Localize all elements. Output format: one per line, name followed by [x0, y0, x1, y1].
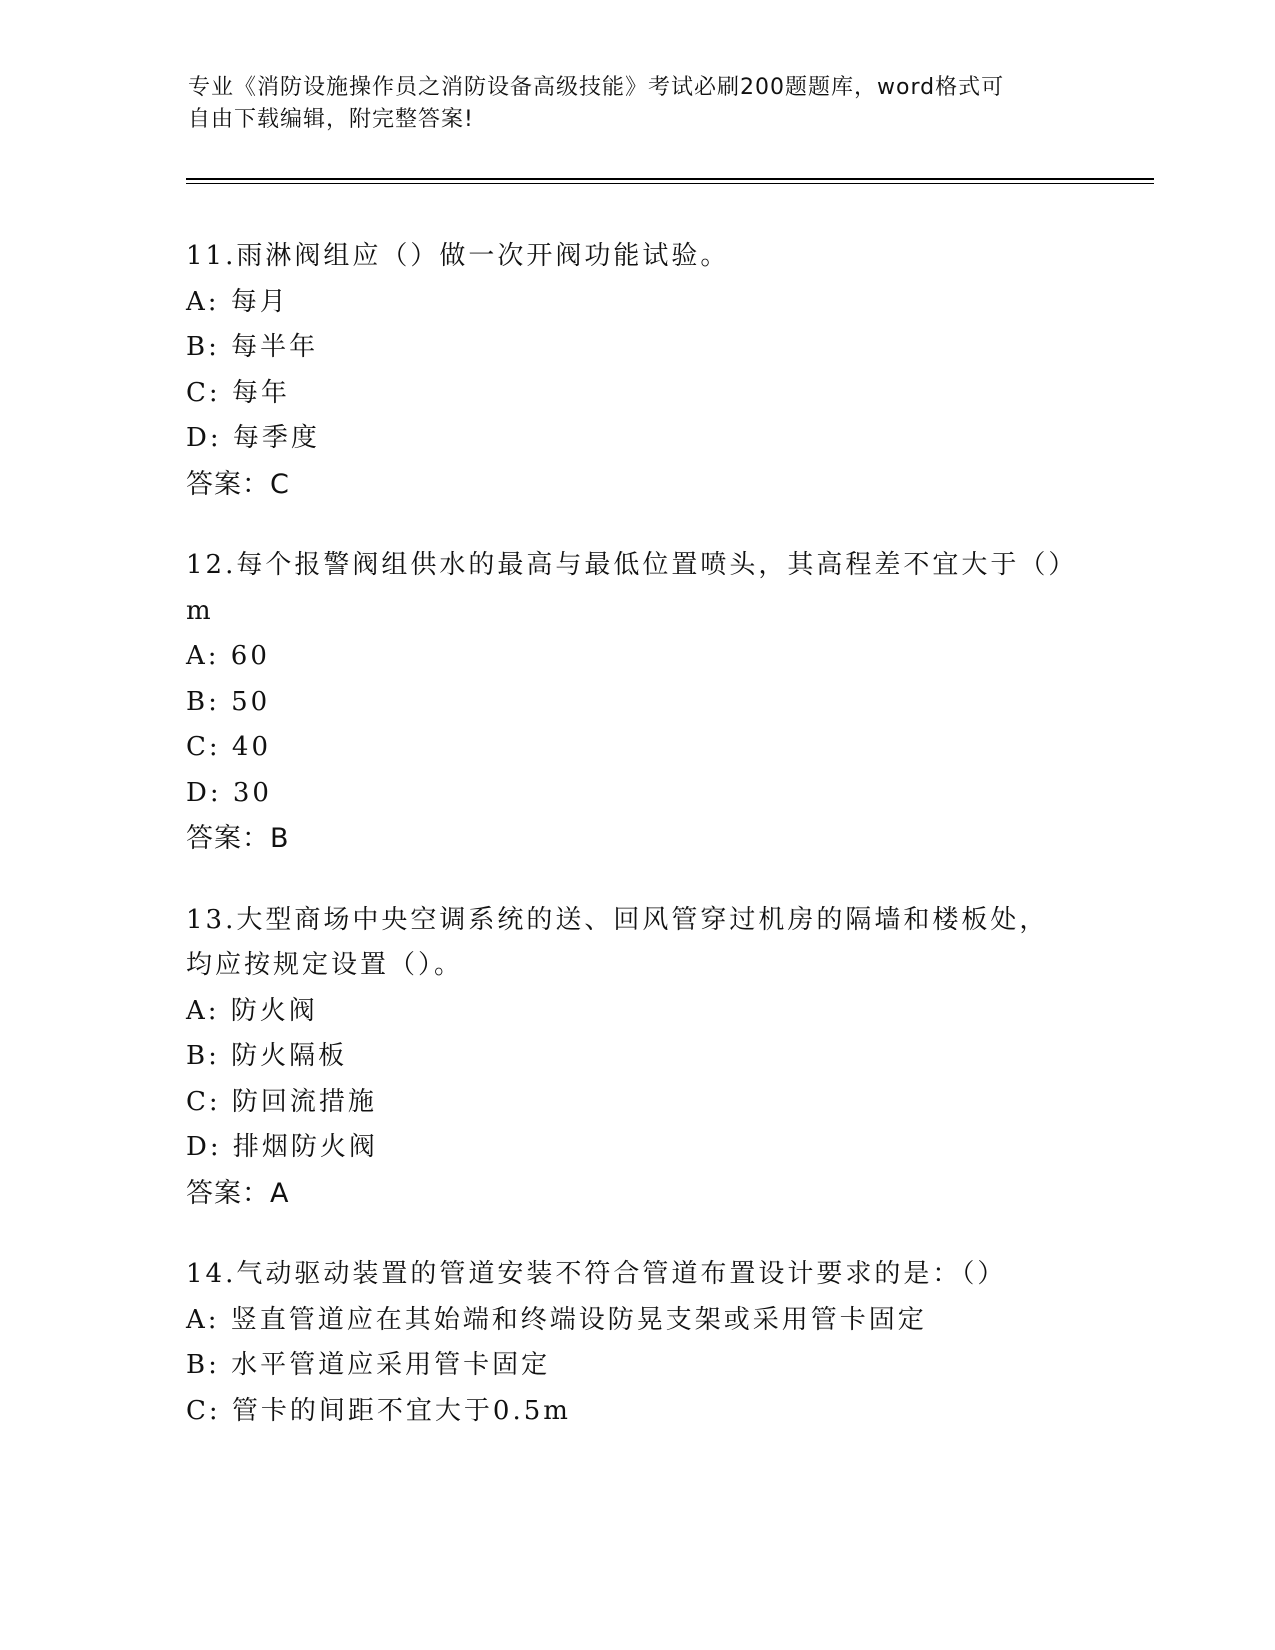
option-b: B: 水平管道应采用管卡固定	[186, 1350, 551, 1380]
option-a: A: 每月	[186, 286, 289, 317]
answer-line: 答案：A	[186, 1177, 290, 1209]
question-11	[186, 234, 1086, 507]
question-list	[186, 234, 1086, 1470]
option-c: C: 防回流措施	[186, 1086, 377, 1117]
document-header	[188, 72, 1068, 136]
header-divider-thin	[186, 183, 1154, 184]
question-12	[186, 543, 1086, 862]
answer-line: 答案：B	[186, 823, 290, 854]
option-b: B: 每半年	[186, 332, 319, 362]
option-c: C: 管卡的间距不宜大于0.5m	[186, 1395, 571, 1426]
question-stem: 14.气动驱动装置的管道安装不符合管道布置设计要求的是：（）	[186, 1259, 1007, 1289]
question-14	[186, 1252, 1086, 1434]
header-line-1: 专业《消防设施操作员之消防设备高级技能》考试必刷200题题库，word格式可	[188, 75, 1005, 100]
option-a: A: 60	[186, 641, 270, 671]
option-d: D: 排烟防火阀	[186, 1132, 378, 1162]
option-d: D: 30	[186, 777, 272, 808]
option-a: A: 竖直管道应在其始端和终端设防晃支架或采用管卡固定	[186, 1304, 927, 1335]
question-13	[186, 898, 1086, 1217]
header-line-2: 自由下载编辑，附完整答案!	[188, 107, 474, 132]
option-c: C: 每年	[186, 377, 290, 408]
option-b: B: 防火隔板	[186, 1041, 348, 1071]
option-a: A: 防火阀	[186, 995, 318, 1026]
question-stem: 11.雨淋阀组应（）做一次开阀功能试验。	[186, 241, 730, 271]
option-d: D: 每季度	[186, 423, 320, 453]
option-b: B: 50	[186, 686, 271, 717]
option-c: C: 40	[186, 732, 272, 762]
answer-line: 答案：C	[186, 468, 290, 500]
header-divider-thick	[186, 178, 1154, 180]
question-stem: 13.大型商场中央空调系统的送、回风管穿过机房的隔墙和楼板处，均应按规定设置（）。	[186, 904, 1049, 980]
question-stem: 12.每个报警阀组供水的最高与最低位置喷头，其高程差不宜大于（）m	[186, 550, 1065, 626]
